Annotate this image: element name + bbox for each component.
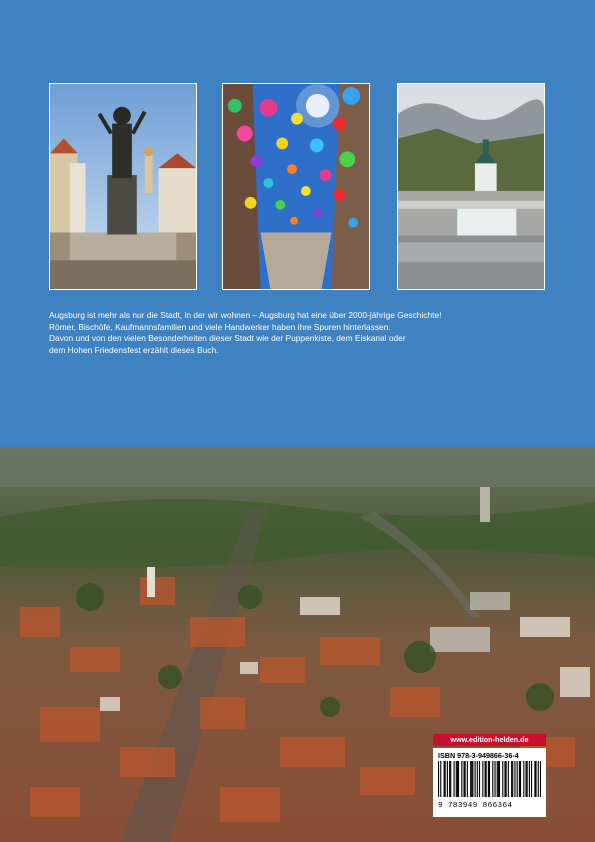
barcode-bar <box>523 761 524 797</box>
isbn-label: ISBN 978-3-949866-36-4 <box>438 751 519 760</box>
barcode-bar <box>438 761 439 797</box>
barcode-bar <box>475 761 476 797</box>
barcode-bar <box>512 761 513 797</box>
barcode-bar <box>458 761 459 797</box>
blurb-line: Davon und von den vielen Besonderheiten dieser Stadt wie der Puppenkiste, dem Eiskanal oder <box>49 333 406 344</box>
publisher-url-tag: www.edition-helden.de <box>433 734 546 746</box>
barcode-bar <box>457 761 458 797</box>
barcode-bar <box>445 761 446 797</box>
blurb-text <box>49 310 549 356</box>
barcode-bar <box>471 761 472 797</box>
barcode-bar <box>531 761 532 797</box>
barcode-bar <box>447 761 448 797</box>
photo-lantern-street <box>222 83 370 290</box>
barcode-bar <box>477 761 478 797</box>
blurb-line: Römer, Bischöfe, Kaufmannsfamilien und viele Handwerker haben ihre Spuren hinterlassen. <box>49 321 391 332</box>
blurb-line: dem Hohen Friedensfest erzählt dieses Buch. <box>49 344 219 355</box>
barcode-bar <box>529 761 530 797</box>
barcode-bar <box>540 761 541 797</box>
photo-fountain <box>49 83 197 290</box>
barcode-bar <box>519 761 520 797</box>
barcode-bar <box>440 761 441 797</box>
barcode-digits-left: 783949 <box>447 802 478 810</box>
barcode-bar <box>525 761 526 797</box>
barcode-bars <box>438 761 541 797</box>
barcode-bar <box>517 761 518 797</box>
barcode-bar <box>506 761 507 797</box>
barcode-bar <box>463 761 464 797</box>
barcode-bar <box>467 761 468 797</box>
barcode-bar <box>461 761 462 797</box>
barcode-bar <box>444 761 445 797</box>
barcode-bar <box>494 761 495 797</box>
barcode-bar <box>504 761 505 797</box>
barcode-bar <box>470 761 471 797</box>
barcode-bar <box>456 761 457 797</box>
barcode-bar <box>538 761 539 797</box>
blurb-line: Augsburg ist mehr als nur die Stadt, in der wir wohnen – Augsburg hat eine über 2000-jährige Geschichte! <box>49 310 442 320</box>
barcode-bar <box>520 761 521 797</box>
barcode-bar <box>472 761 473 797</box>
barcode-bar <box>535 761 536 797</box>
barcode-bar <box>465 761 466 797</box>
barcode-bar <box>534 761 535 797</box>
barcode-bar <box>498 761 499 797</box>
barcode-bar <box>502 761 503 797</box>
barcode-bar <box>449 761 450 797</box>
barcode-bar <box>482 761 483 797</box>
barcode-bar <box>486 761 487 797</box>
isbn-barcode-box <box>433 748 546 817</box>
photo-eiskanal-weir <box>397 83 545 290</box>
barcode-bar <box>527 761 528 797</box>
barcode-bar <box>508 761 509 797</box>
barcode-bar <box>511 761 512 797</box>
barcode-bar <box>454 761 455 797</box>
barcode-digits <box>438 802 541 811</box>
barcode-bar <box>499 761 500 797</box>
barcode-digit-lead: 9 <box>438 802 443 810</box>
barcode-bar <box>485 761 486 797</box>
barcode-bar <box>497 761 498 797</box>
barcode-bar <box>514 761 515 797</box>
barcode-bar <box>489 761 490 797</box>
barcode-bar <box>450 761 451 797</box>
barcode-digits-right: 866364 <box>482 802 513 810</box>
barcode-bar <box>492 761 493 797</box>
barcode-bar <box>479 761 480 797</box>
barcode-bar <box>488 761 489 797</box>
